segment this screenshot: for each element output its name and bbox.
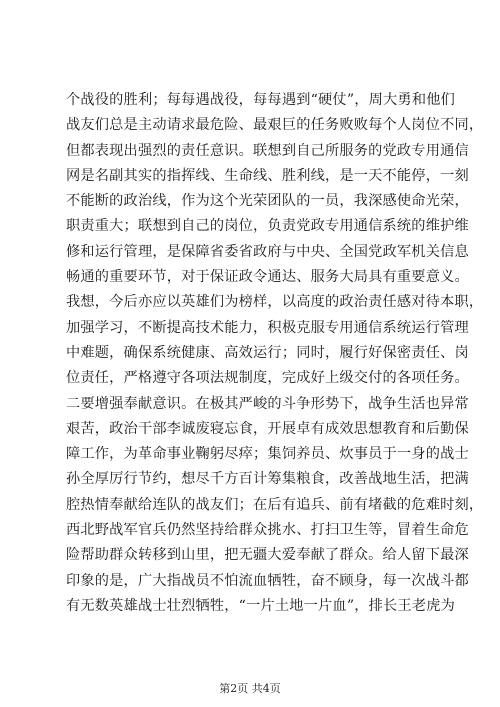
text-line: 有无数英雄战士壮烈牺牲，“一片土地一片血”，排长王老虎为 <box>66 597 455 614</box>
text-line: 二要增强奉献意识。在极其严峻的斗争形势下，战争生活也异常 <box>66 395 469 412</box>
text-line: 孙全厚厉行节约，想尽千方百计筹集粮食，改善战地生活，把满 <box>66 471 469 488</box>
text-line: 西北野战军官兵仍然坚持给群众挑水、打扫卫生等，冒着生命危 <box>66 522 469 539</box>
text-line: 修和运行管理，是保障省委省政府与中央、全国党政军机关信息 <box>66 243 469 260</box>
text-line: 险帮助群众转移到山里，把无疆大爱奉献了群众。给人留下最深 <box>66 547 469 564</box>
text-line: 网是名副其实的指挥线、生命线、胜利线，是一天不能停，一刻 <box>66 167 469 184</box>
text-line: 战友们总是主动请求最危险、最艰巨的任务败败每个人岗位不同， <box>66 117 484 134</box>
text-line: 职责重大；联想到自己的岗位，负责党政专用通信系统的维护维 <box>66 218 469 235</box>
text-line: 印象的是，广大指战员不怕流血牺牲，奋不顾身，每一次战斗都 <box>66 572 469 589</box>
page-indicator: 第2页 共4页 <box>219 682 281 695</box>
text-line: 但都表现出强烈的责任意识。联想到自己所服务的党政专用通信 <box>66 142 469 159</box>
text-line: 障工作，为革命事业鞠躬尽瘁；集饲养员、炊事员于一身的战士 <box>66 446 469 463</box>
text-line: 不能断的政治线，作为这个光荣团队的一员，我深感使命光荣， <box>66 193 469 210</box>
text-line: 艰苦，政治干部李诚废寝忘食，开展卓有成效思想教育和后勤保 <box>66 420 469 437</box>
text-line: 畅通的重要环节，对于保证政令通达、服务大局具有重要意义。 <box>66 269 469 286</box>
text-line: 中难题，确保系统健康、高效运行；同时，履行好保密责任、岗 <box>66 344 469 361</box>
text-line: 个战役的胜利；每每遇战役，每每遇到“硬仗”，周大勇和他们 <box>66 92 455 108</box>
text-line: 我想，今后亦应以英雄们为榜样，以高度的政治责任感对待本职， <box>66 294 484 311</box>
text-line: 腔热情奉献给连队的战友们；在后有追兵、前有堵截的危难时刻， <box>66 496 484 513</box>
document-body <box>66 88 484 619</box>
text-line: 加强学习，不断提高技术能力，积极克服专用通信系统运行管理 <box>66 319 469 336</box>
page-footer <box>0 680 500 696</box>
text-line: 位责任，严格遵守各项法规制度，完成好上级交付的各项任务。 <box>66 370 469 387</box>
